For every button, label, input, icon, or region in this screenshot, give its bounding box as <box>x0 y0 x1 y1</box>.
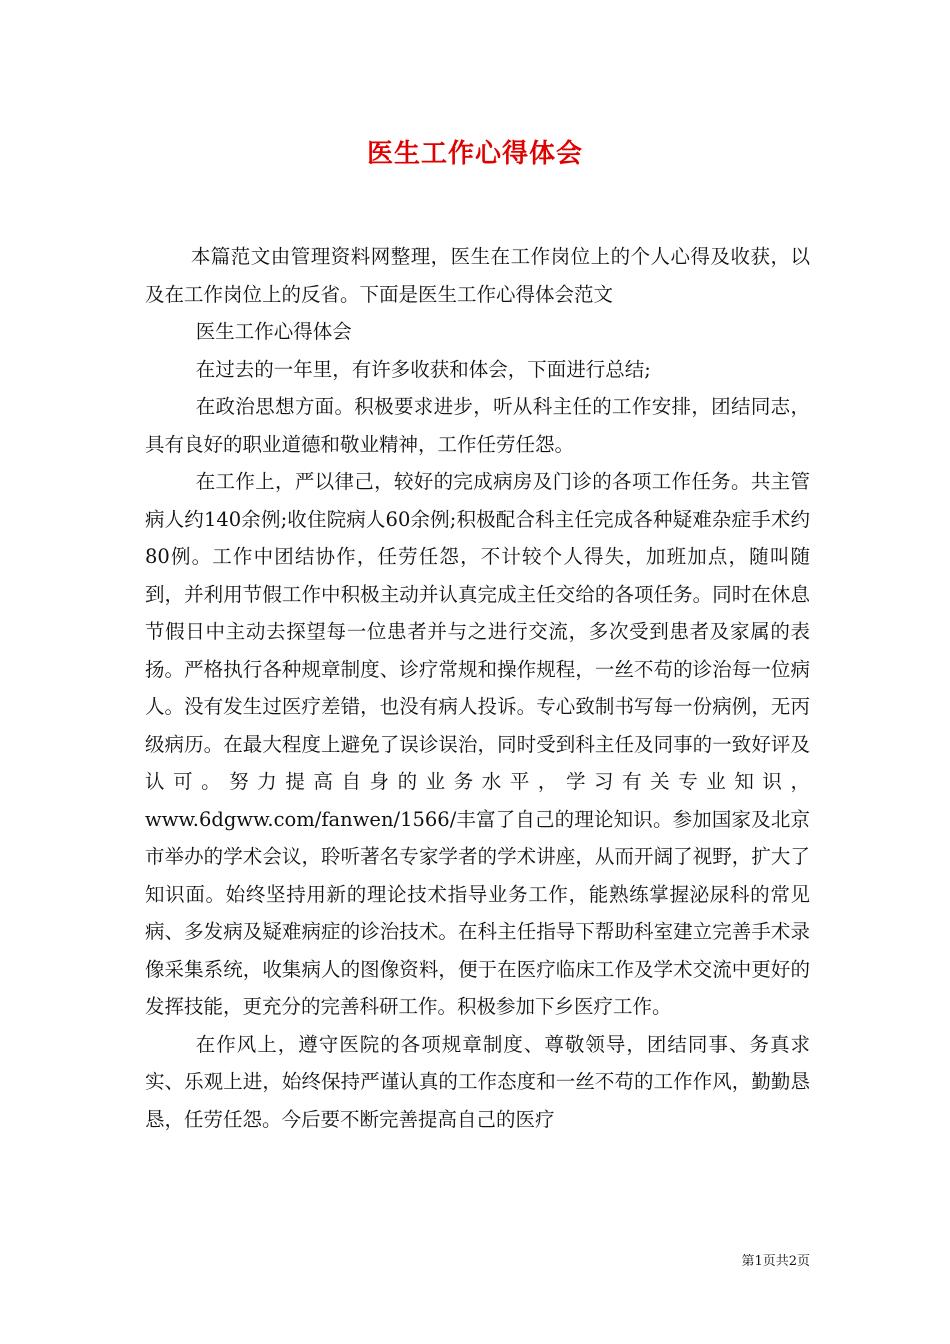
work-paragraph: 在工作上，严以律己，较好的完成病房及门诊的各项工作任务。共主管病人约140余例;收住院病人60余例;积极配合科主任完成各种疑难杂症手术约80例。工作中团结协作，任劳任怨，不计较个人得失，加班加点，随叫随到，并利用节假工作中积极主动并认真完成主任交给的各项任务。同时在休息节假日中主动去探望每一位患者并与之进行交流，多次受到患者及家属的表扬。严格执行各种规章制度、诊疗常规和操作规程，一丝不苟的诊治每一位病人。没有发生过医疗差错，也没有病人投诉。专心致制书写每一份病例，无丙级病历。在最大程度上避免了误诊误治，同时受到科主任及同事的一致好评及认可。努力提高自身的业务水平，学习有关专业知识，www.6dgww.com/fanwen/1566/丰富了自己的理论知识。参加国家及北京市举办的学术会议，聆听著名专家学者的学术讲座，从而开阔了视野，扩大了知识面。始终坚持用新的理论技术指导业务工作，能熟练掌握泌尿科的常见病、多发病及疑难病症的诊治技术。在科主任指导下帮助科室建立完善手术录像采集系统，收集病人的图像资料，便于在医疗临床工作及学术交流中更好的发挥技能，更充分的完善科研工作。积极参加下乡医疗工作。 <box>145 470 810 1018</box>
intro-paragraph: 本篇范文由管理资料网整理，医生在工作岗位上的个人心得及收获，以及在工作岗位上的反省。下面是医生工作心得体会范文 <box>145 245 810 306</box>
politics-paragraph: 在政治思想方面。积极要求进步，听从科主任的工作安排，团结同志，具有良好的职业道德和敬业精神，工作任劳任怨。 <box>145 395 810 456</box>
style-paragraph: 在作风上，遵守医院的各项规章制度、尊敬领导，团结同事、务真求实、乐观上进，始终保持严谨认真的工作态度和一丝不苟的工作作风，勤勤恳恳，任劳任怨。今后要不断完善提高自己的医疗 <box>145 1032 810 1131</box>
document-body <box>145 238 810 1138</box>
page-title: 医生工作心得体会 <box>366 139 583 169</box>
subtitle-paragraph: 医生工作心得体会 <box>195 320 352 343</box>
page-number: 第1页共2页 <box>741 1254 810 1269</box>
summary-intro-paragraph: 在过去的一年里，有许多收获和体会，下面进行总结; <box>195 357 651 381</box>
